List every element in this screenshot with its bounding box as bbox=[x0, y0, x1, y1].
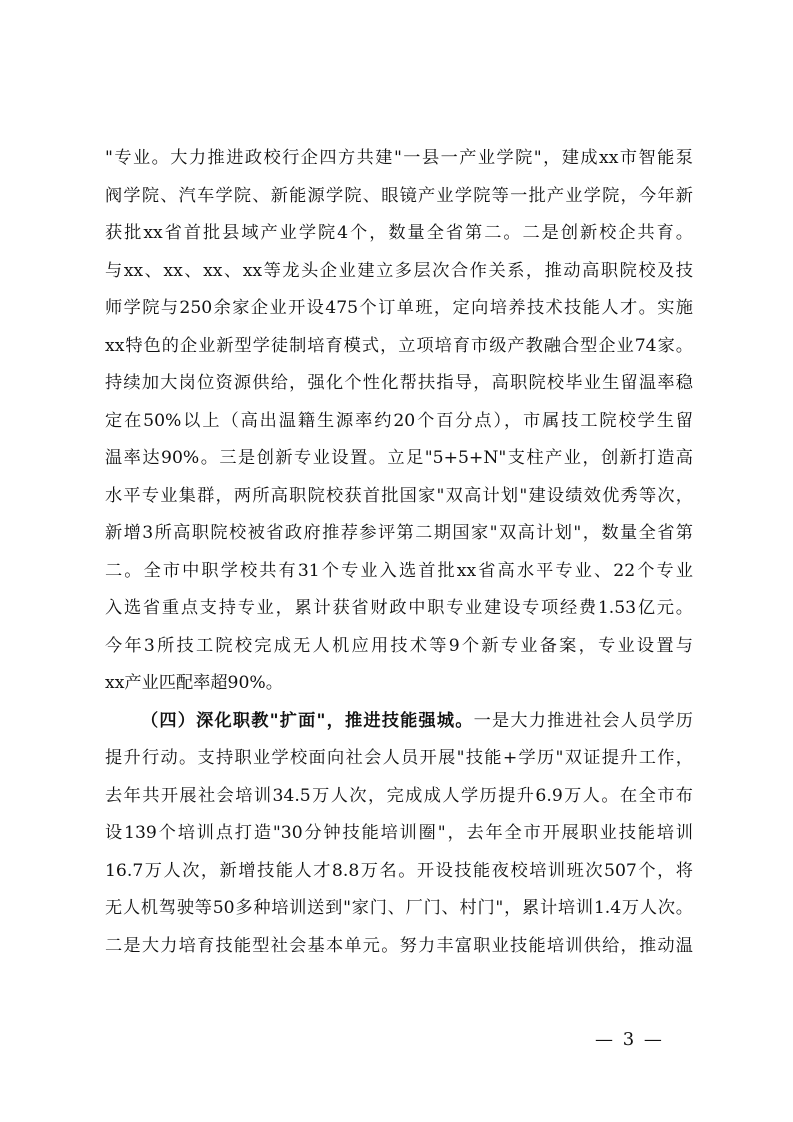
text-line: 无人机驾驶等50多种培训送到"家门、厂门、村门"，累计培训1.4万人次。 bbox=[105, 898, 693, 918]
paragraph-1 bbox=[105, 140, 693, 703]
text-line: "专业。大力推进政校行企四方共建"一县一产业学院"，建成xx市智能泵 bbox=[105, 148, 693, 168]
text-line: 二。全市中职学校共有31个专业入选首批xx省高水平专业、22个专业 bbox=[105, 560, 693, 581]
body-text bbox=[105, 140, 693, 965]
text-line: 新增3所高职院校被省政府推荐参评第二期国家"双高计划"，数量全省第 bbox=[105, 523, 693, 543]
text-line: 阀学院、汽车学院、新能源学院、眼镜产业学院等一批产业学院，今年新 bbox=[105, 185, 693, 206]
heading-line-rest: 一是大力推进社会人员学历 bbox=[473, 710, 693, 731]
text-line: 16.7万人次，新增技能人才8.8万名。开设技能夜校培训班次507个，将 bbox=[105, 860, 693, 881]
text-line: 二是大力培育技能型社会基本单元。努力丰富职业技能培训供给，推动温 bbox=[105, 935, 693, 956]
text-line bbox=[105, 703, 693, 741]
text-line: 去年共开展社会培训34.5万人次，完成成人学历提升6.9万人。在全市布 bbox=[105, 785, 693, 806]
section-heading: （四）深化职教"扩面"，推进技能强城。 bbox=[141, 710, 474, 731]
text-line: 提升行动。支持职业学校面向社会人员开展"技能+学历"双证提升工作， bbox=[105, 748, 693, 768]
text-line: 获批xx省首批县域产业学院4个，数量全省第二。二是创新校企共育。 bbox=[105, 223, 693, 243]
text-line: 水平专业集群，两所高职院校获首批国家"双高计划"建设绩效优秀等次， bbox=[105, 485, 693, 506]
text-line: 师学院与250余家企业开设475个订单班，定向培养技术技能人才。实施 bbox=[105, 298, 693, 318]
text-line: xx特色的企业新型学徒制培育模式，立项培育市级产教融合型企业74家。 bbox=[105, 335, 693, 356]
text-line: 与xx、xx、xx、xx等龙头企业建立多层次合作关系，推动高职院校及技 bbox=[105, 260, 693, 281]
text-line: 定在50%以上（高出温籍生源率约20个百分点），市属技工院校学生留 bbox=[105, 410, 693, 431]
paragraph-2 bbox=[105, 703, 693, 966]
text-line: 温率达90%。三是创新专业设置。立足"5+5+N"支柱产业，创新打造高 bbox=[105, 448, 693, 468]
page-number: — 3 — bbox=[595, 1029, 664, 1050]
text-line: 入选省重点支持专业，累计获省财政中职专业建设专项经费1.53亿元。 bbox=[105, 598, 693, 618]
text-line: 持续加大岗位资源供给，强化个性化帮扶指导，高职院校毕业生留温率稳 bbox=[105, 373, 693, 393]
text-line: 今年3所技工院校完成无人机应用技术等9个新专业备案，专业设置与 bbox=[105, 635, 693, 656]
text-line: xx产业匹配率超90%。 bbox=[105, 673, 283, 693]
text-line: 设139个培训点打造"30分钟技能培训圈"，去年全市开展职业技能培训 bbox=[105, 823, 693, 843]
